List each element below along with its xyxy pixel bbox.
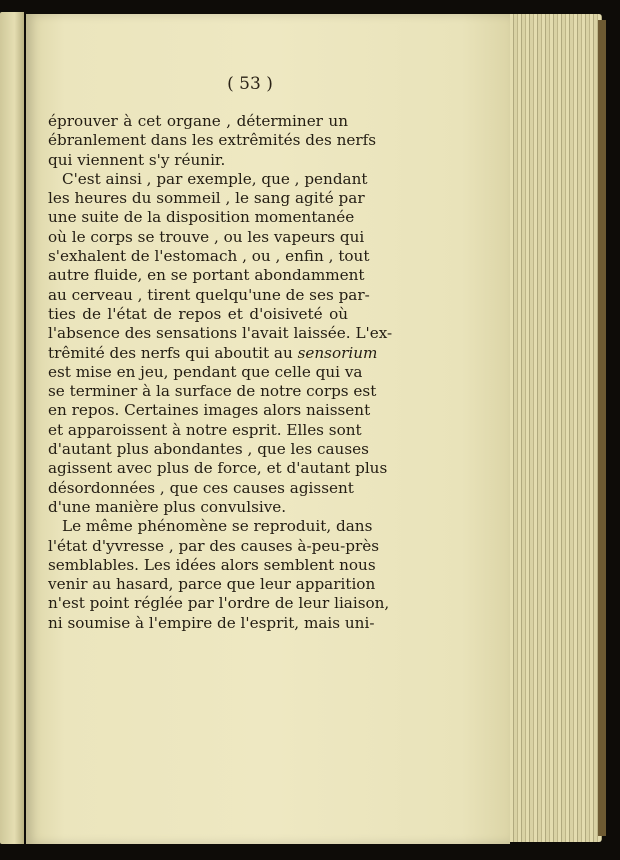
text-line	[48, 324, 393, 343]
text-line-content: au cerveau , tirent quelqu'une de ses par-	[48, 285, 370, 304]
text-line	[48, 208, 355, 227]
text-line	[48, 227, 365, 247]
facing-page-edge	[0, 12, 24, 844]
text-line-content: n'est point réglée par l'ordre de leur liaison,	[48, 594, 390, 613]
text-line-content: en repos. Certaines images alors naissent	[48, 401, 371, 420]
text-line-content: l'état d'yvresse , par des causes à-peu-près	[48, 536, 379, 555]
text-line-content: ébranlement dans les extrêmités des nerfs	[48, 131, 377, 150]
text-line-content: et apparoissent à notre esprit. Elles sont	[48, 420, 362, 439]
text-line	[48, 536, 379, 556]
text-line-content: venir au hasard, parce que leur apparition	[48, 575, 376, 594]
text-line	[48, 266, 365, 285]
text-line-content: les heures du sommeil , le sang agité par	[48, 189, 365, 208]
text-line	[48, 247, 370, 266]
text-line-content: se terminer à la surface de notre corps est	[48, 382, 377, 401]
text-line	[48, 613, 375, 633]
page-number: ( 53 )	[227, 74, 273, 94]
text-line-content: ties de l'état de repos et d'oisiveté où	[48, 304, 348, 323]
text-line-content: agissent avec plus de force, et d'autant plus	[48, 459, 388, 478]
text-line	[48, 517, 373, 536]
text-line-content: d'autant plus abondantes , que les causes	[48, 440, 369, 459]
text-line-content: désordonnées , que ces causes agissent	[48, 478, 354, 497]
text-line-content: s'exhalent de l'estomach , ou , enfin , tout	[48, 247, 370, 266]
text-line-content: qui viennent s'y réunir.	[48, 150, 226, 169]
text-line-content: autre fluide, en se portant abondamment	[48, 266, 365, 285]
text-line-content: trêmité des nerfs qui aboutit au	[48, 343, 293, 362]
text-line	[48, 151, 348, 170]
body-text	[48, 112, 393, 633]
text-line	[48, 594, 390, 613]
text-line-content: où le corps se trouve , ou les vapeurs qui	[48, 227, 365, 246]
text-line	[48, 189, 365, 208]
book-cover-edge	[598, 20, 606, 836]
text-line-content: une suite de la disposition momentanée	[48, 208, 355, 227]
text-line-content: est mise en jeu, pendant que celle qui va	[48, 362, 363, 381]
text-line	[48, 575, 376, 594]
text-line	[48, 285, 370, 305]
text-line	[48, 112, 348, 131]
text-line	[48, 498, 348, 517]
text-line	[48, 401, 371, 420]
text-line	[48, 382, 377, 401]
text-line-content: l'absence des sensations l'avait laissée. L'ex-	[48, 324, 393, 343]
text-line-content: Le même phénomène se reproduit, dans	[62, 517, 373, 536]
text-line	[48, 555, 376, 575]
italic-term: sensorium	[297, 343, 378, 362]
text-line	[48, 305, 348, 324]
text-line	[48, 343, 378, 363]
text-line-content: d'une manière plus convulsive.	[48, 497, 287, 516]
page-edges	[506, 14, 602, 842]
text-line-content: éprouver à cet organe , déterminer un	[48, 112, 348, 130]
text-line	[48, 169, 368, 189]
text-line	[48, 362, 363, 382]
text-line	[48, 440, 369, 459]
text-line-content: C'est ainsi , par exemple, que , pendant	[62, 169, 368, 188]
text-line-content: ni soumise à l'empire de l'esprit, mais uni-	[48, 613, 375, 632]
text-line	[48, 459, 388, 478]
text-line	[48, 478, 354, 498]
text-line	[48, 420, 362, 440]
text-line-content: semblables. Les idées alors semblent nous	[48, 555, 376, 574]
text-line	[48, 131, 377, 150]
